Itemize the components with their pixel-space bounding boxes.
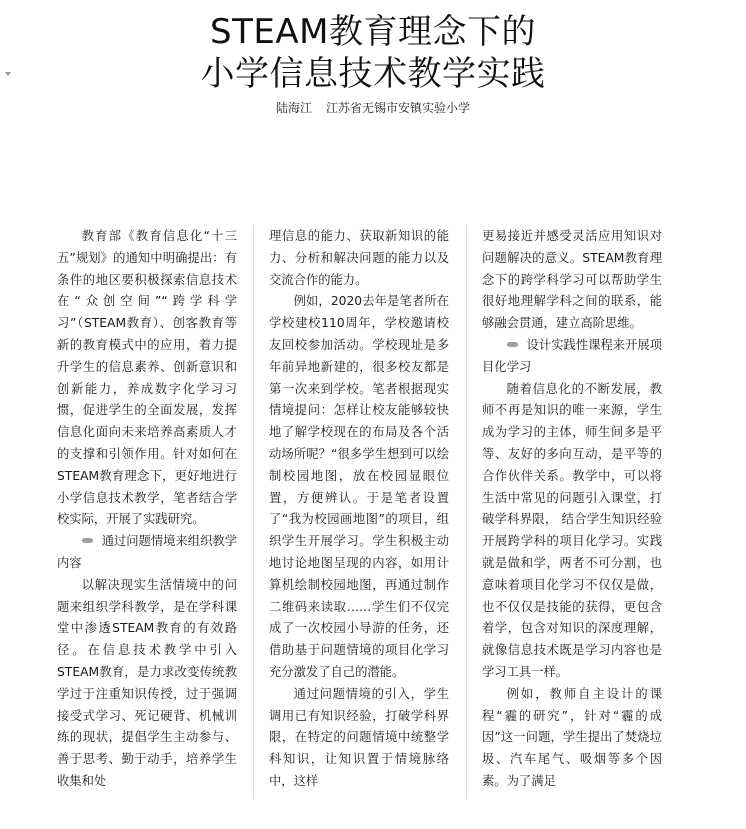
body-paragraph: 例如，2020去年是笔者所在学校建校110周年，学校邀请校友回校参加活动。学校现址是多年前异地新建的，很多校友都是第一次来到学校。笔者根据现实情境提问：怎样让校友能够较快地了解学校现在的布局及各个活动场所呢？“很多学生想到可以绘制校园地图，放在校园显眼位置，方便辨认。于是笔者设置了“我为校园画地图”的项目，组织学生开展学习。学生积极主动地讨论地图呈现的内容，如用计算机绘制校园地图，再通过制作二维码来读取……学生们不仅完成了一次校园小导游的任务，还借助基于问题情境的项目化学习充分激发了自己的潜能。 (269, 294, 449, 679)
body-column-1 (57, 226, 237, 793)
section-heading-text: 通过问题情境来组织教学内容 (57, 534, 237, 570)
body-paragraph: 例如，教师自主设计的课程“霾的研究”，针对“霾的成因”这一问题，学生提出了焚烧垃圾、汽车尾气、吸烟等多个因素。为了满足 (482, 686, 662, 788)
body-paragraph: 理信息的能力、获取新知识的能力、分析和解决问题的能力以及交流合作的能力。 (269, 229, 449, 287)
author-name: 陆海江 (275, 101, 312, 115)
body-column-3 (482, 226, 662, 793)
body-paragraph: 随着信息化的不断发展，教师不再是知识的唯一来源，学生成为学习的主体，师生间多是平等、友好的多向互动，是平等的合作伙伴关系。教学中，可以将生活中常见的问题引入课堂，打破学科界限， 结合学生知识经验开展跨学科的项目化学习。实践就是做和学，两者不可分割，也意味着项目化学习不仅仅是做，也不仅仅是技能的获得，更包含着学，包含对知识的深度理解，就像信息技术既是学习内容也是学习工具一样。 (482, 381, 662, 679)
section-heading (57, 531, 237, 575)
body-paragraph: 教育部《教育信息化“十三五”规划》的通知中明确提出：有条件的地区要积极探索信息技术在“众创空间”“跨学科学习”（STEAM教育）、创客教育等新的教育模式中的应用，着力提升学生的信息素养、创新意识和创新能力，养成数字化学习习惯，促进学生的全面发展，发挥信息化面向未来培养高素质人才的支撑和引领作用。针对如何在STEAM教育理念下，更好地进行小学信息技术教学，笔者结合学校实际，开展了实践研究。 (57, 229, 237, 527)
body-column-2 (269, 226, 449, 793)
bullet-icon (507, 342, 518, 347)
column-divider (253, 226, 254, 798)
body-paragraph: 通过问题情境的引入，学生调用已有知识经验，打破学科界限，在特定的问题情境中统整学科知识，让知识置于情境脉络中，这样 (269, 686, 449, 788)
body-paragraph: 以解决现实生活情境中的问题来组织学科教学，是在学科课堂中渗透STEAM教育的有效路径。在信息技术教学中引入STEAM教育，是力求改变传统教学过于注重知识传授，过于强调接受式学习、死记硬背、机械训练的现状，提倡学生主动参与、善于思考、勤于动手，培养学生收集和处 (57, 577, 237, 788)
author-affiliation: 江苏省无锡市安镇实验小学 (326, 101, 471, 115)
section-heading (482, 335, 662, 379)
body-paragraph: 更易接近并感受灵活应用知识对问题解决的意义。STEAM教育理念下的跨学科学习可以帮助学生很好地理解学科之间的联系，能够融会贯通，建立高阶思维。 (482, 229, 662, 331)
section-heading-text: 设计实践性课程来开展项目化学习 (482, 337, 662, 374)
column-divider (466, 226, 467, 798)
article-title-line-2: 小学信息技术教学实践 (200, 54, 546, 94)
bullet-icon (82, 538, 93, 543)
article-title-line-1: STEAM教育理念下的 (210, 12, 536, 52)
byline (0, 100, 746, 116)
